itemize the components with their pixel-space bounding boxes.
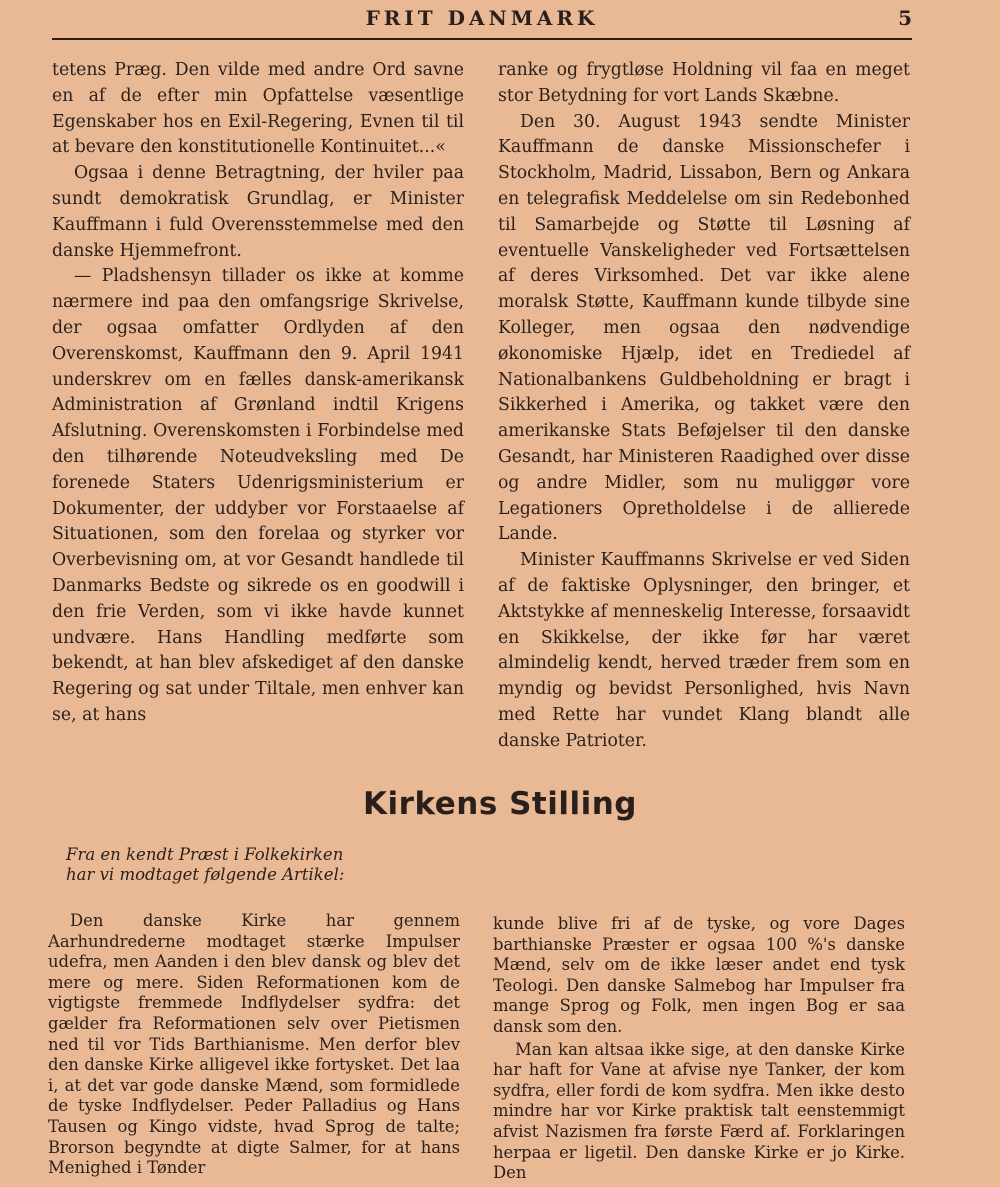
- article-left-column: [48, 911, 460, 1179]
- paragraph: Minister Kauffmanns Skrivelse er ved Siden af de faktiske Oplysninger, den bringer, et Aktstykke af menneskelig Interesse, forsaavidt en Skikkelse, der ikke før har været almindelig kendt, herved træder frem som en myndig og bevidst Personlighed, hvis Navn med Rette har vundet Klang blandt alle danske Patrioter.: [498, 550, 910, 751]
- page-number: 5: [898, 6, 912, 30]
- top-right-column: [498, 58, 910, 755]
- top-left-column: [52, 58, 464, 729]
- intro-line: har vi modtaget følgende Artikel:: [66, 865, 345, 884]
- intro-line: Fra en kendt Præst i Folkekirken: [66, 845, 344, 864]
- page-header: [52, 4, 912, 40]
- paragraph: Man kan altsaa ikke sige, at den danske Kirke har haft for Vane at afvise nye Tanker, der kom sydfra, eller fordi de kom sydfra. Men ikke desto mindre har vor Kirke praktisk talt eenstemmigt afvist Nazismen fra første Færd af. Forklaringen herpaa er ligetil. Den danske Kirke er jo Kirke. Den: [493, 1039, 905, 1183]
- article-title: Kirkens Stilling: [363, 786, 637, 822]
- paragraph: Den 30. August 1943 sendte Minister Kauffmann de danske Missionschefer i Stockholm, Madrid, Lissabon, Bern og Ankara en telegrafisk Meddelelse om sin Redebonhed til Samarbejde og Støtte til Løsning af eventuelle Vanskeligheder ved Fortsættelsen af deres Virksomhed. Det var ikke alene moralsk Støtte, Kauffmann kunde tilbyde sine Kolleger, men ogsaa den nødvendige økonomiske Hjælp, idet en Trediedel af Nationalbankens Guldbeholdning er bragt i Sikkerhed i Amerika, og takket være den amerikanske Stats Beføjelser til den danske Gesandt, har Ministeren Raadighed over disse og andre Midler, som nu muliggør vore Legationers Opretholdelse i de allierede Lande.: [498, 111, 910, 545]
- article-right-column: [493, 914, 905, 1184]
- paragraph: kunde blive fri af de tyske, og vore Dages barthianske Præster er ogsaa 100 %'s danske Mænd, selv om de ikke læser andet end tysk Teologi. Den danske Salmebog har Impulser fra mange Sprog og Folk, men ingen Bog er saa dansk som den.: [493, 914, 905, 1036]
- paragraph: — Pladshensyn tillader os ikke at komme nærmere ind paa den omfangsrige Skrivelse, der ogsaa omfatter Ordlyden af den Overenskomst, Kauffmann den 9. April 1941 underskrev om en fælles dansk-amerikansk Administration af Grønland indtil Krigens Afslutning. Overenskomsten i Forbindelse med den tilhørende Noteudveksling med De forenede Staters Udenrigsministerium er Dokumenter, der uddyber vor Forstaaelse af Situationen, som den forelaa og styrker vor Overbevisning om, at vor Gesandt handlede til Danmarks Bedste og sikrede os en goodwill i den frie Verden, som vi ikke havde kunnet undvære. Hans Handling medførte som bekendt, at han blev afskediget af den danske Regering og sat under Tiltale, men enhver kan se, at hans: [52, 266, 464, 725]
- article-intro: [66, 845, 406, 885]
- paragraph: Ogsaa i denne Betragtning, der hviler paa sundt demokratisk Grundlag, er Minister Kauffmann i fuld Overensstemmelse med den danske Hjemmefront.: [52, 163, 464, 261]
- paragraph: tetens Præg. Den vilde med andre Ord savne en af de efter min Opfattelse væsentlige Egenskaber hos en Exil-Regering, Evnen til til at bevare den konstitutionelle Kontinuitet...«: [52, 60, 464, 158]
- paragraph: Den danske Kirke har gennem Aarhundrederne modtaget stærke Impulser udefra, men Aanden i den blev dansk og blev det mere og mere. Siden Reformationen kom de vigtigste fremmede Indflydelser sydfra: det gælder fra Reformationen selv over Pietismen ned til vor Tids Barthianisme. Men derfor blev den danske Kirke alligevel ikke fortysket. Det laa i, at det var gode danske Mænd, som formidlede de tyske Indflydelser. Peder Palladius og Hans Tausen og Kingo vidste, hvad Sprog de talte; Brorson begyndte at digte Salmer, for at hans Menighed i Tønder: [48, 911, 460, 1178]
- masthead: FRIT DANMARK: [365, 6, 599, 30]
- paragraph: ranke og frygtløse Holdning vil faa en meget stor Betydning for vort Lands Skæbne.: [498, 60, 910, 106]
